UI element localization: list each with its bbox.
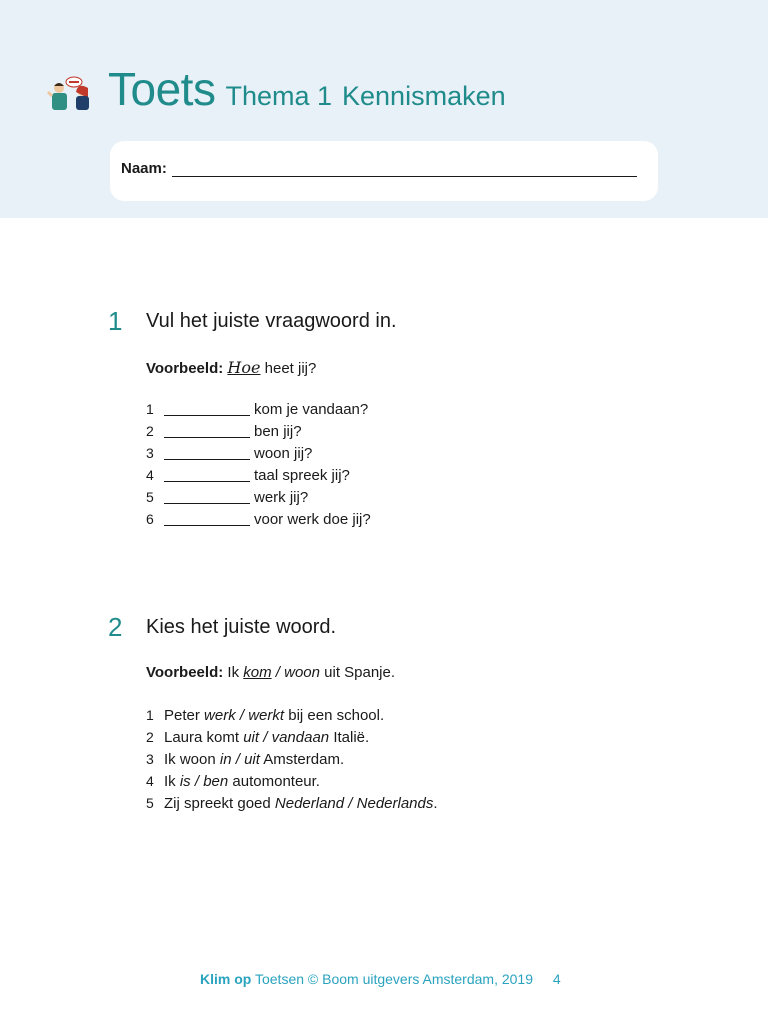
item-post: Italië.: [333, 729, 370, 746]
item-text: woon jij?: [254, 445, 313, 462]
name-field[interactable]: [172, 176, 637, 177]
option-1[interactable]: uit: [243, 729, 260, 746]
option-1[interactable]: is: [179, 773, 191, 790]
exercise-title: Vul het juiste vraagwoord in.: [146, 310, 397, 332]
item-post: .: [433, 795, 438, 812]
example-separator: /: [275, 664, 280, 681]
answer-blank[interactable]: [164, 437, 250, 438]
example: [146, 358, 316, 377]
answer-blank[interactable]: [164, 503, 250, 504]
item-number: 6: [146, 511, 154, 527]
item-number: 1: [146, 401, 154, 417]
footer-brand: Klim op: [200, 971, 252, 987]
item-text: kom je vandaan?: [254, 401, 369, 418]
item-post: bij een school.: [288, 707, 385, 724]
example: [146, 664, 395, 681]
exercise-number: 1: [108, 306, 123, 336]
exercise-number: 2: [108, 612, 123, 642]
option-separator: /: [239, 707, 245, 724]
item-number: 2: [146, 729, 154, 745]
option-1[interactable]: werk: [204, 707, 236, 724]
item-post: Amsterdam.: [263, 751, 345, 768]
answer-blank[interactable]: [164, 415, 250, 416]
item-pre: Laura komt: [164, 729, 240, 746]
name-label: Naam:: [121, 160, 167, 177]
answer-blank[interactable]: [164, 481, 250, 482]
footer: [200, 971, 561, 987]
option-2[interactable]: Nederlands: [356, 795, 434, 812]
title-thema: Thema 1: [225, 81, 333, 111]
exercise-title: Kies het juiste woord.: [146, 616, 337, 638]
item-number: 3: [146, 445, 154, 461]
option-2[interactable]: ben: [203, 773, 229, 790]
option-separator: /: [348, 795, 353, 812]
example-pre: Ik: [227, 664, 240, 681]
option-separator: /: [194, 773, 200, 790]
option-separator: /: [263, 729, 268, 746]
title-subtitle: Kennismaken: [342, 81, 506, 111]
item-text: ben jij?: [254, 423, 302, 440]
item-text: werk jij?: [254, 489, 309, 506]
item-number: 4: [146, 773, 154, 789]
example-label: Voorbeeld:: [146, 664, 224, 681]
item-pre: Zij spreekt goed: [164, 795, 271, 812]
header-band: [0, 0, 768, 218]
people-talking-icon: [42, 76, 94, 112]
example-option-1: kom: [243, 664, 272, 681]
page-number: 4: [552, 971, 561, 987]
option-2[interactable]: vandaan: [271, 729, 330, 746]
example-label: Voorbeeld:: [146, 360, 224, 377]
option-separator: /: [235, 751, 240, 768]
footer-text: Toetsen © Boom uitgevers Amsterdam, 2019: [254, 971, 533, 987]
item-number: 4: [146, 467, 154, 483]
answer-blank[interactable]: [164, 525, 250, 526]
answer-blank[interactable]: [164, 459, 250, 460]
item-number: 3: [146, 751, 154, 767]
title-main: Toets: [108, 63, 216, 115]
item-pre: Ik woon: [164, 751, 216, 768]
item-number: 5: [146, 795, 154, 811]
item-post: automonteur.: [232, 773, 320, 790]
option-2[interactable]: werkt: [248, 707, 285, 724]
example-post: uit Spanje.: [324, 664, 396, 681]
item-number: 1: [146, 707, 154, 723]
item-text: taal spreek jij?: [254, 467, 350, 484]
example-rest: heet jij?: [264, 360, 317, 377]
option-1[interactable]: Nederland: [274, 795, 345, 812]
option-1[interactable]: in: [219, 751, 232, 768]
page-title: [108, 62, 506, 116]
name-box: [110, 141, 658, 201]
item-text: voor werk doe jij?: [254, 511, 371, 528]
example-option-2: woon: [284, 664, 320, 681]
item-pre: Ik: [164, 773, 176, 790]
item-number: 5: [146, 489, 154, 505]
option-2[interactable]: uit: [244, 751, 260, 768]
item-pre: Peter: [164, 707, 200, 724]
item-number: 2: [146, 423, 154, 439]
example-answer: Hoe: [227, 358, 261, 377]
